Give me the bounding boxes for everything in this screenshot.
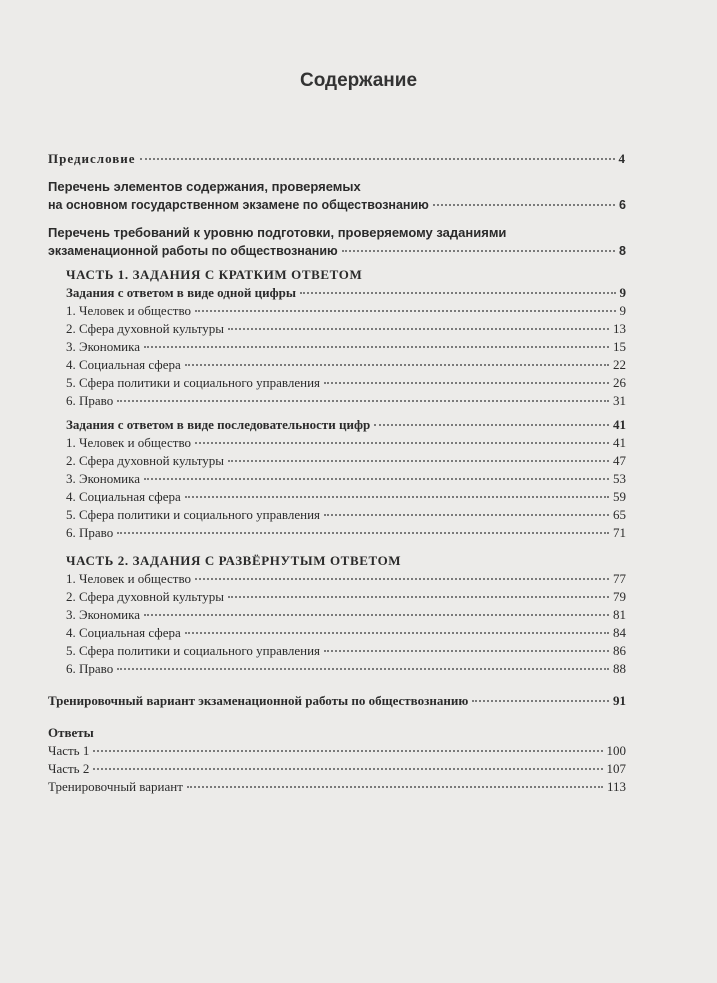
- toc-page-number: 9: [619, 303, 626, 318]
- toc-group-sequence: [48, 416, 626, 434]
- toc-page-number: 53: [613, 471, 626, 486]
- dot-leader: [144, 478, 609, 480]
- toc-item: [48, 374, 626, 392]
- toc-page-number: 9: [619, 285, 626, 300]
- toc-entry-text-line2: экзаменационной работы по обществознанию: [48, 244, 338, 258]
- toc-page-number: 59: [613, 489, 626, 504]
- toc-entry-line2: [48, 242, 626, 260]
- toc-item: [48, 760, 626, 778]
- toc-item: [48, 588, 626, 606]
- toc-page-number: 84: [613, 625, 626, 640]
- dot-leader: [144, 614, 609, 616]
- toc-page-number: 47: [613, 453, 626, 468]
- toc-item: [48, 570, 626, 588]
- toc-entry-text: 5. Сфера политики и социального управления: [66, 643, 321, 658]
- dot-leader: [324, 382, 609, 384]
- toc-page-number: 15: [613, 339, 626, 354]
- toc-page-number: 81: [613, 607, 626, 622]
- toc-page-number: 65: [613, 507, 626, 522]
- toc-page-number: 22: [613, 357, 626, 372]
- dot-leader: [342, 250, 615, 252]
- dot-leader: [195, 578, 609, 580]
- toc-item: [48, 742, 626, 760]
- toc-page-number: 41: [613, 417, 626, 432]
- toc-entry-text: 6. Право: [66, 525, 114, 540]
- toc-entry-text: 4. Социальная сфера: [66, 625, 181, 640]
- toc-page-number: 31: [613, 393, 626, 408]
- dot-leader: [374, 424, 609, 426]
- page-title: Содержание: [299, 70, 418, 91]
- toc-entry-text: 1. Человек и общество: [66, 571, 192, 586]
- toc-entry-text: Задания с ответом в виде последовательности цифр: [66, 417, 371, 432]
- toc-entry-text: Задания с ответом в виде одной цифры: [66, 285, 296, 300]
- toc-entry-training: [48, 692, 626, 710]
- toc-item: [48, 392, 626, 410]
- dot-leader: [185, 496, 609, 498]
- toc-page-number: 13: [613, 321, 626, 336]
- toc-entry-text-line2: на основном государственном экзамене по обществознанию: [48, 198, 429, 212]
- toc-page-number: 91: [613, 693, 626, 708]
- dot-leader: [144, 346, 609, 348]
- dot-leader: [228, 596, 609, 598]
- dot-leader: [93, 750, 602, 752]
- toc-entry-text: 5. Сфера политики и социального управления: [66, 507, 321, 522]
- dot-leader: [185, 632, 609, 634]
- dot-leader: [228, 460, 609, 462]
- table-of-contents: [48, 150, 626, 796]
- toc-page-number: 6: [619, 198, 626, 212]
- toc-page-number: 8: [619, 244, 626, 258]
- dot-leader: [195, 310, 615, 312]
- toc-page-number: 113: [606, 779, 626, 794]
- toc-item: [48, 470, 626, 488]
- toc-entry-text: 2. Сфера духовной культуры: [66, 589, 225, 604]
- toc-entry-text: Часть 2: [48, 761, 90, 776]
- dot-leader: [117, 400, 609, 402]
- toc-item: [48, 624, 626, 642]
- toc-page-number: 79: [613, 589, 626, 604]
- toc-entry-text: 2. Сфера духовной культуры: [66, 321, 225, 336]
- dot-leader: [117, 532, 609, 534]
- toc-page-number: 77: [613, 571, 626, 586]
- toc-entry-text: 4. Социальная сфера: [66, 489, 181, 504]
- answers-heading: Ответы: [48, 725, 94, 740]
- toc-entry-text: 3. Экономика: [66, 607, 141, 622]
- part2-heading: ЧАСТЬ 2. ЗАДАНИЯ С РАЗВЁРНУТЫМ ОТВЕТОМ: [66, 553, 402, 568]
- part1-heading: ЧАСТЬ 1. ЗАДАНИЯ С КРАТКИМ ОТВЕТОМ: [66, 267, 363, 282]
- dot-leader: [93, 768, 602, 770]
- dot-leader: [324, 650, 609, 652]
- toc-entry-text: 2. Сфера духовной культуры: [66, 453, 225, 468]
- dot-leader: [324, 514, 609, 516]
- toc-item: [48, 524, 626, 542]
- toc-entry-text: 1. Человек и общество: [66, 435, 192, 450]
- toc-entry-text: 4. Социальная сфера: [66, 357, 181, 372]
- toc-page-number: 4: [618, 151, 626, 166]
- dot-leader: [300, 292, 616, 294]
- toc-entry-text: 6. Право: [66, 661, 114, 676]
- dot-leader: [187, 786, 603, 788]
- dot-leader: [185, 364, 609, 366]
- toc-item: [48, 488, 626, 506]
- toc-item: [48, 356, 626, 374]
- toc-entry-text: Часть 1: [48, 743, 90, 758]
- toc-item: [48, 452, 626, 470]
- toc-item: [48, 778, 626, 796]
- dot-leader: [433, 204, 615, 206]
- toc-page-number: 41: [613, 435, 626, 450]
- toc-entry-text: Тренировочный вариант экзаменационной работы по обществознанию: [48, 693, 469, 708]
- toc-entry-text: 6. Право: [66, 393, 114, 408]
- toc-entry-text: 3. Экономика: [66, 339, 141, 354]
- toc-item: [48, 606, 626, 624]
- toc-item: [48, 434, 626, 452]
- dot-leader: [117, 668, 609, 670]
- toc-item: [48, 660, 626, 678]
- toc-page-number: 100: [606, 743, 626, 758]
- toc-entry-text: 5. Сфера политики и социального управления: [66, 375, 321, 390]
- toc-item: [48, 642, 626, 660]
- toc-entry-requirements: [48, 224, 626, 260]
- toc-entry-text: Предисловие: [48, 151, 136, 166]
- dot-leader: [472, 700, 609, 702]
- toc-entry-text-line1: Перечень требований к уровню подготовки, проверяемому заданиями: [48, 225, 507, 240]
- toc-page-number: 107: [606, 761, 626, 776]
- toc-group-single-digit: [48, 284, 626, 302]
- toc-page-number: 86: [613, 643, 626, 658]
- dot-leader: [228, 328, 609, 330]
- toc-entry-text: 1. Человек и общество: [66, 303, 192, 318]
- toc-page-number: 88: [613, 661, 626, 676]
- toc-page-number: 71: [613, 525, 626, 540]
- toc-item: [48, 338, 626, 356]
- toc-entry-preface: [48, 150, 626, 168]
- toc-entry-text-line1: Перечень элементов содержания, проверяемых: [48, 179, 361, 194]
- toc-item: [48, 320, 626, 338]
- toc-entry-text: 3. Экономика: [66, 471, 141, 486]
- toc-item: [48, 506, 626, 524]
- toc-page-number: 26: [613, 375, 626, 390]
- toc-item: [48, 302, 626, 320]
- toc-entry-line2: [48, 196, 626, 214]
- dot-leader: [195, 442, 609, 444]
- toc-entry-elements: [48, 178, 626, 214]
- toc-entry-text: Тренировочный вариант: [48, 779, 183, 794]
- dot-leader: [140, 158, 615, 160]
